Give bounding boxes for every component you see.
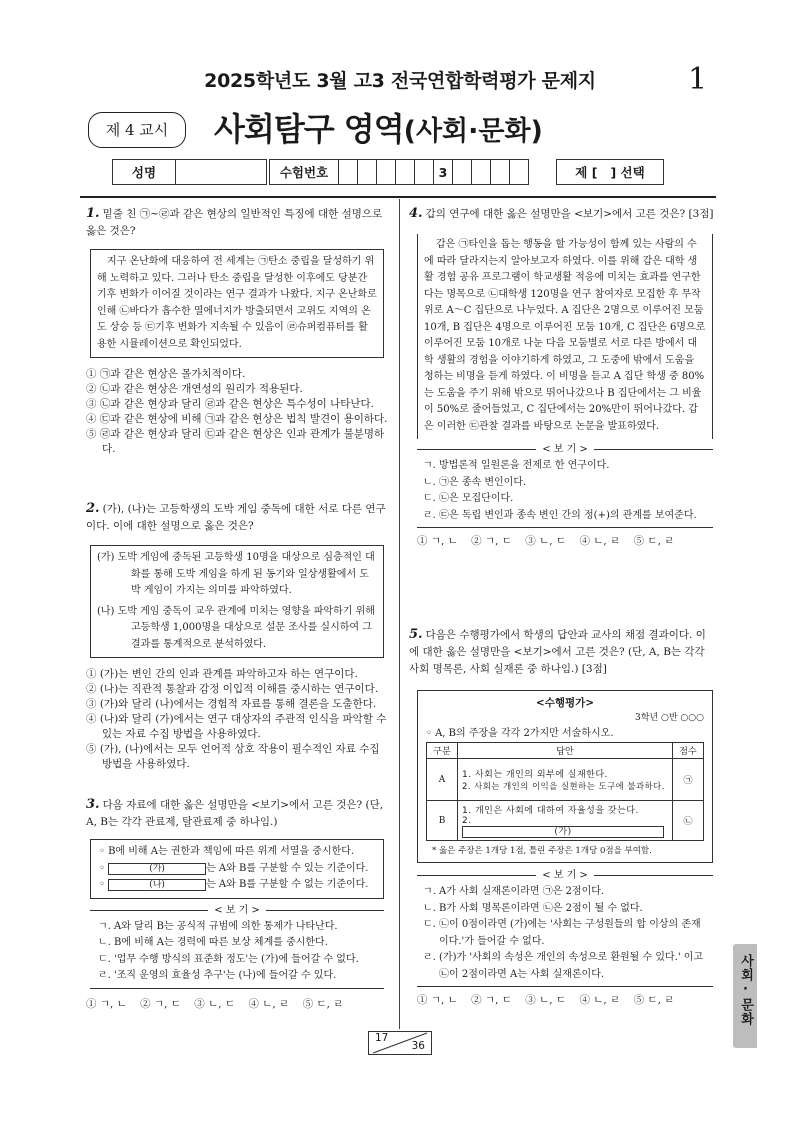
option-1[interactable]: ① (가)는 변인 간의 인과 관계를 파악하고자 하는 연구이다. (86, 668, 358, 680)
name-field[interactable] (176, 160, 267, 185)
form-title: <수행평가> (535, 697, 595, 709)
question-3-number: 3. (86, 797, 100, 812)
page-indicator (368, 1031, 432, 1055)
exam-no-cell[interactable] (453, 160, 472, 185)
row-a-label: A (427, 759, 458, 801)
question-5-stem (409, 626, 715, 678)
question-2-options (86, 667, 390, 772)
row-b-answer-1: 1. 개인은 사회에 대하여 자율성을 갖는다. (462, 806, 639, 816)
bogi-item: ㄷ. ㉡은 모집단이다. (423, 493, 514, 504)
exam-no-label: 수험번호 (270, 160, 339, 185)
option-5[interactable]: ⑤ (가), (나)에서는 모두 언어적 상호 작용이 필수적인 자료 수집 방법을 사용하였다. (86, 743, 380, 770)
passage-text: 지구 온난화에 대응하여 전 세계는 ㉠탄소 중립을 달성하기 위해 노력하고 있다. 그러나 탄소 중립을 달성한 이후에도 당분간 기후 변화가 이어질 것이라는 연구 결과가 나왔다. 지구 온난화로 인해 ㉡바다가 흡수한 열에너지가 방출되면서 고위도 지역의 온도 상승 등 ㉢기후 변화가 지속될 수 있음이 ㉣슈퍼컴퓨터를 활용한 시뮬레이션으로 확인되었다. (97, 256, 377, 350)
option-3[interactable]: ③ ㉡과 같은 현상과 달리 ㉣과 같은 현상은 특수성이 나타난다. (86, 398, 375, 410)
line-3-tail: 는 A와 B를 구분할 수 없는 기준이다. (206, 879, 369, 890)
question-1-stem (86, 205, 390, 240)
bogi-item: ㄴ. B가 사회 명목론이라면 ㉡은 2점이 될 수 없다. (423, 902, 643, 914)
question-2-stem (86, 500, 390, 535)
data-line-3: ◦ (나) 는 A와 B를 구분할 수 없는 기준이다. (99, 879, 369, 890)
question-5-number: 5. (409, 627, 423, 642)
col-score: 점수 (673, 743, 704, 759)
question-4-stem (409, 205, 715, 223)
question-4-options[interactable]: ① ㄱ, ㄴ ② ㄱ, ㄷ ③ ㄴ, ㄷ ④ ㄴ, ㄹ ⑤ ㄷ, ㄹ (417, 535, 675, 547)
option-2[interactable]: ② ㉡과 같은 현상은 개연성의 원리가 적용된다. (86, 383, 303, 395)
question-4-bogi (417, 444, 713, 528)
bogi-item: ㄴ. ㉠은 종속 변인이다. (423, 476, 527, 488)
subject-title (214, 104, 543, 150)
question-1-passage (90, 249, 384, 358)
header-rule (80, 196, 716, 198)
study-na: (나) 도박 게임 중독이 교우 관계에 미치는 영향을 파악하기 위해 고등학생 1,000명을 대상으로 설문 조사를 실시하여 그 결과를 통계적으로 분석하였다. (97, 605, 375, 650)
student-info: 3학년 ○반 ○○○ (635, 713, 704, 723)
col-type: 구분 (427, 743, 458, 759)
question-3-stem (86, 796, 390, 831)
passage-text: 갑은 ㉠타인을 돕는 행동을 할 가능성이 함께 있는 사람의 수에 따라 달라지는지 알아보고자 하였다. 이를 위해 갑은 대학 생활 경험 공유 프로그램이 학교생활 적응에 미치는 효과를 연구한다는 명목으로 ㉡대학생 120명을 연구 참여자로 모집한 후 무작위로 A～C 집단으로 나누었다. A 집단은 2명으로 이루어진 모둠 10개, B 집단은 4명으로 이루어진 모둠 10개, C 집단은 6명으로 이루어진 모둠 10개로 나눈 다음 모둠별로 서로 다른 방에서 대학 생활의 경험을 이야기하게 하였고, 그 도중에 밖에서 도움을 청하는 비명을 듣게 하였다. 이 비명을 듣고 A 집단 학생 중 80%는 도움을 주기 위해 밖으로 뛰어나갔으나 B 집단에서는 그 비율이 50%로 줄어들었고, C 집단에서는 20%만이 뛰어나갔다. 갑은 이러한 ㉢관찰 결과를 바탕으로 논문을 발표하였다. (424, 239, 706, 432)
question-4-text: 갑의 연구에 대한 옳은 설명만을 <보기>에서 고른 것은? [3점] (425, 208, 714, 220)
question-3-bogi (90, 904, 384, 989)
question-2-number: 2. (86, 501, 100, 516)
row-a-answer-1: 1. 사회는 개인의 외부에 실재한다. (462, 770, 608, 780)
question-3-data (90, 839, 384, 899)
study-ga: (가) 도박 게임에 중독된 고등학생 10명을 대상으로 심층적인 대화를 통해 도박 게임을 하게 된 동기와 일상생활에서 도박 게임이 가지는 의미를 파악하였다. (97, 552, 375, 596)
question-5-bogi (417, 870, 713, 987)
bogi-title: < 보 기 > (90, 903, 384, 920)
bogi-item: ㄱ. A와 달리 B는 공식적 규범에 의한 통제가 나타난다. (98, 920, 338, 932)
row-a-answer-2: 2. 사회는 개인의 이익을 실현하는 도구에 불과하다. (462, 781, 665, 791)
bogi-item: ㄹ. '조직 운영의 효율성 추구'는 (나)에 들어갈 수 있다. (98, 970, 337, 981)
exam-no-cell[interactable] (377, 160, 396, 185)
side-tab-label: 사회·문화 (738, 954, 753, 1026)
question-2-passage (90, 545, 384, 658)
page-mark: 1 (688, 62, 708, 97)
question-1-options (86, 367, 390, 457)
name-label: 성명 (113, 160, 176, 185)
subject-sub: (사회·문화) (403, 116, 543, 147)
exam-no-cell[interactable] (472, 160, 491, 185)
choice-label: 제 [ ] 선택 (557, 160, 664, 185)
exam-no-cell[interactable] (415, 160, 434, 185)
question-1-text: 밑줄 친 ㉠~㉣과 같은 현상의 일반적인 특징에 대한 설명으로 옳은 것은? (86, 208, 383, 237)
question-1 (86, 205, 390, 457)
assessment-form (417, 690, 713, 863)
question-5-options[interactable]: ① ㄱ, ㄴ ② ㄱ, ㄷ ③ ㄴ, ㄷ ④ ㄴ, ㄹ ⑤ ㄷ, ㄹ (417, 994, 675, 1006)
exam-no-cell[interactable] (491, 160, 510, 185)
row-b-answer-2: 2. (가) (462, 816, 668, 838)
bogi-item: ㄷ. '업무 수행 방식의 표준화 정도'는 (가)에 들어갈 수 없다. (98, 953, 359, 965)
option-4[interactable]: ④ (나)와 달리 (가)에서는 연구 대상자의 주관적 인식을 파악할 수 있는 자료 수집 방법을 사용하였다. (86, 713, 387, 740)
period-label: 제 4 교시 (105, 121, 169, 139)
bogi-item: ㄱ. A가 사회 실재론이라면 ㉠은 2점이다. (423, 886, 605, 897)
bogi-item: ㄱ. 방법론적 일원론을 전제로 한 연구이다. (423, 460, 610, 471)
line-2-tail: 는 A와 B를 구분할 수 있는 기준이다. (206, 862, 369, 874)
blank-ga: (가) (108, 863, 206, 875)
bogi-title: < 보 기 > (417, 868, 713, 885)
period-badge (88, 112, 186, 148)
bogi-item: ㄹ. ㉢은 독립 변인과 종속 변인 간의 정(+)의 관계를 보여준다. (423, 509, 697, 521)
option-1[interactable]: ① ㉠과 같은 현상은 몰가치적이다. (86, 368, 246, 380)
question-4-passage (417, 234, 713, 439)
bogi-item: ㄹ. (가)가 '사회의 속성은 개인의 속성으로 환원될 수 있다.' 이고 ㉡이 2점이라면 A는 사회 실재론이다. (423, 952, 704, 980)
bogi-item: ㄷ. ㉡이 0점이라면 (가)에는 '사회는 구성원들의 합 이상의 존재이다.'가 들어갈 수 없다. (423, 919, 701, 947)
question-4-number: 4. (409, 206, 423, 221)
option-4[interactable]: ④ ㉢과 같은 현상에 비해 ㉠과 같은 현상은 법칙 발견이 용이하다. (86, 413, 388, 425)
question-5-text: 다음은 수행평가에서 학생의 답안과 교사의 채점 결과이다. 이에 대한 옳은 설명만을 <보기>에서 고른 것은? (단, A, B는 각각 사회 명목론, 사회 실재론 중 하나임.) [3점] (409, 629, 706, 675)
subject-main: 사회탐구 영역 (214, 110, 404, 148)
form-instruction: ◦ A, B의 주장을 각각 2가지만 서술하시오. (426, 728, 614, 739)
option-3[interactable]: ③ (가)와 달리 (나)에서는 경험적 자료를 통해 결론을 도출한다. (86, 698, 377, 710)
exam-no-cell[interactable] (396, 160, 415, 185)
blank-na: (나) (108, 879, 206, 891)
exam-no-digit: 3 (434, 160, 453, 185)
exam-no-cell[interactable] (510, 160, 529, 185)
exam-title: 2025학년도 3월 고3 전국연합학력평가 문제지 (204, 70, 596, 92)
question-3-options[interactable]: ① ㄱ, ㄴ ② ㄱ, ㄷ ③ ㄴ, ㄷ ④ ㄴ, ㄹ ⑤ ㄷ, ㄹ (86, 997, 344, 1010)
column-divider (399, 199, 400, 1029)
row-a-score: ㉠ (673, 759, 704, 801)
page-current: 17 (375, 1032, 389, 1044)
data-line-2: ◦ (가) 는 A와 B를 구분할 수 있는 기준이다. (99, 862, 369, 874)
question-5 (409, 626, 715, 1008)
blank-ga: (가) (462, 826, 664, 838)
question-2-text: (가), (나)는 고등학생의 도박 게임 중독에 대한 서로 다른 연구이다. 이에 대한 설명으로 옳은 것은? (86, 503, 386, 532)
page-total: 36 (411, 1040, 425, 1052)
question-3 (86, 796, 390, 1012)
info-row (112, 159, 668, 185)
row-b-label: B (427, 801, 458, 841)
data-line-1: ◦ B에 비해 A는 권한과 책임에 따른 위계 서열을 중시한다. (99, 846, 355, 857)
question-3-text: 다음 자료에 대한 옳은 설명만을 <보기>에서 고른 것은? (단, A, B는 각각 관료제, 탈관료제 중 하나임.) (86, 799, 384, 828)
question-1-number: 1. (86, 206, 100, 221)
col-answer: 답안 (458, 743, 673, 759)
subject-side-tab (733, 944, 757, 1048)
answer-table (426, 742, 704, 841)
bogi-item: ㄴ. B에 비해 A는 경력에 따른 보상 체계를 중시한다. (98, 937, 328, 948)
option-5[interactable]: ⑤ ㉣과 같은 현상과 달리 ㉢과 같은 현상은 인과 관계가 불분명하다. (86, 428, 385, 455)
exam-no-cell[interactable] (358, 160, 377, 185)
bogi-title: < 보 기 > (417, 442, 713, 459)
question-4 (409, 205, 715, 549)
exam-no-cell[interactable] (339, 160, 358, 185)
option-2[interactable]: ② (나)는 직관적 통찰과 감정 이입적 이해를 중시하는 연구이다. (86, 683, 379, 695)
scoring-note: * 옳은 주장은 1개당 1점, 틀린 주장은 1개당 0점을 부여함. (432, 846, 652, 856)
row-b-score: ㉡ (673, 801, 704, 841)
question-2 (86, 500, 390, 772)
